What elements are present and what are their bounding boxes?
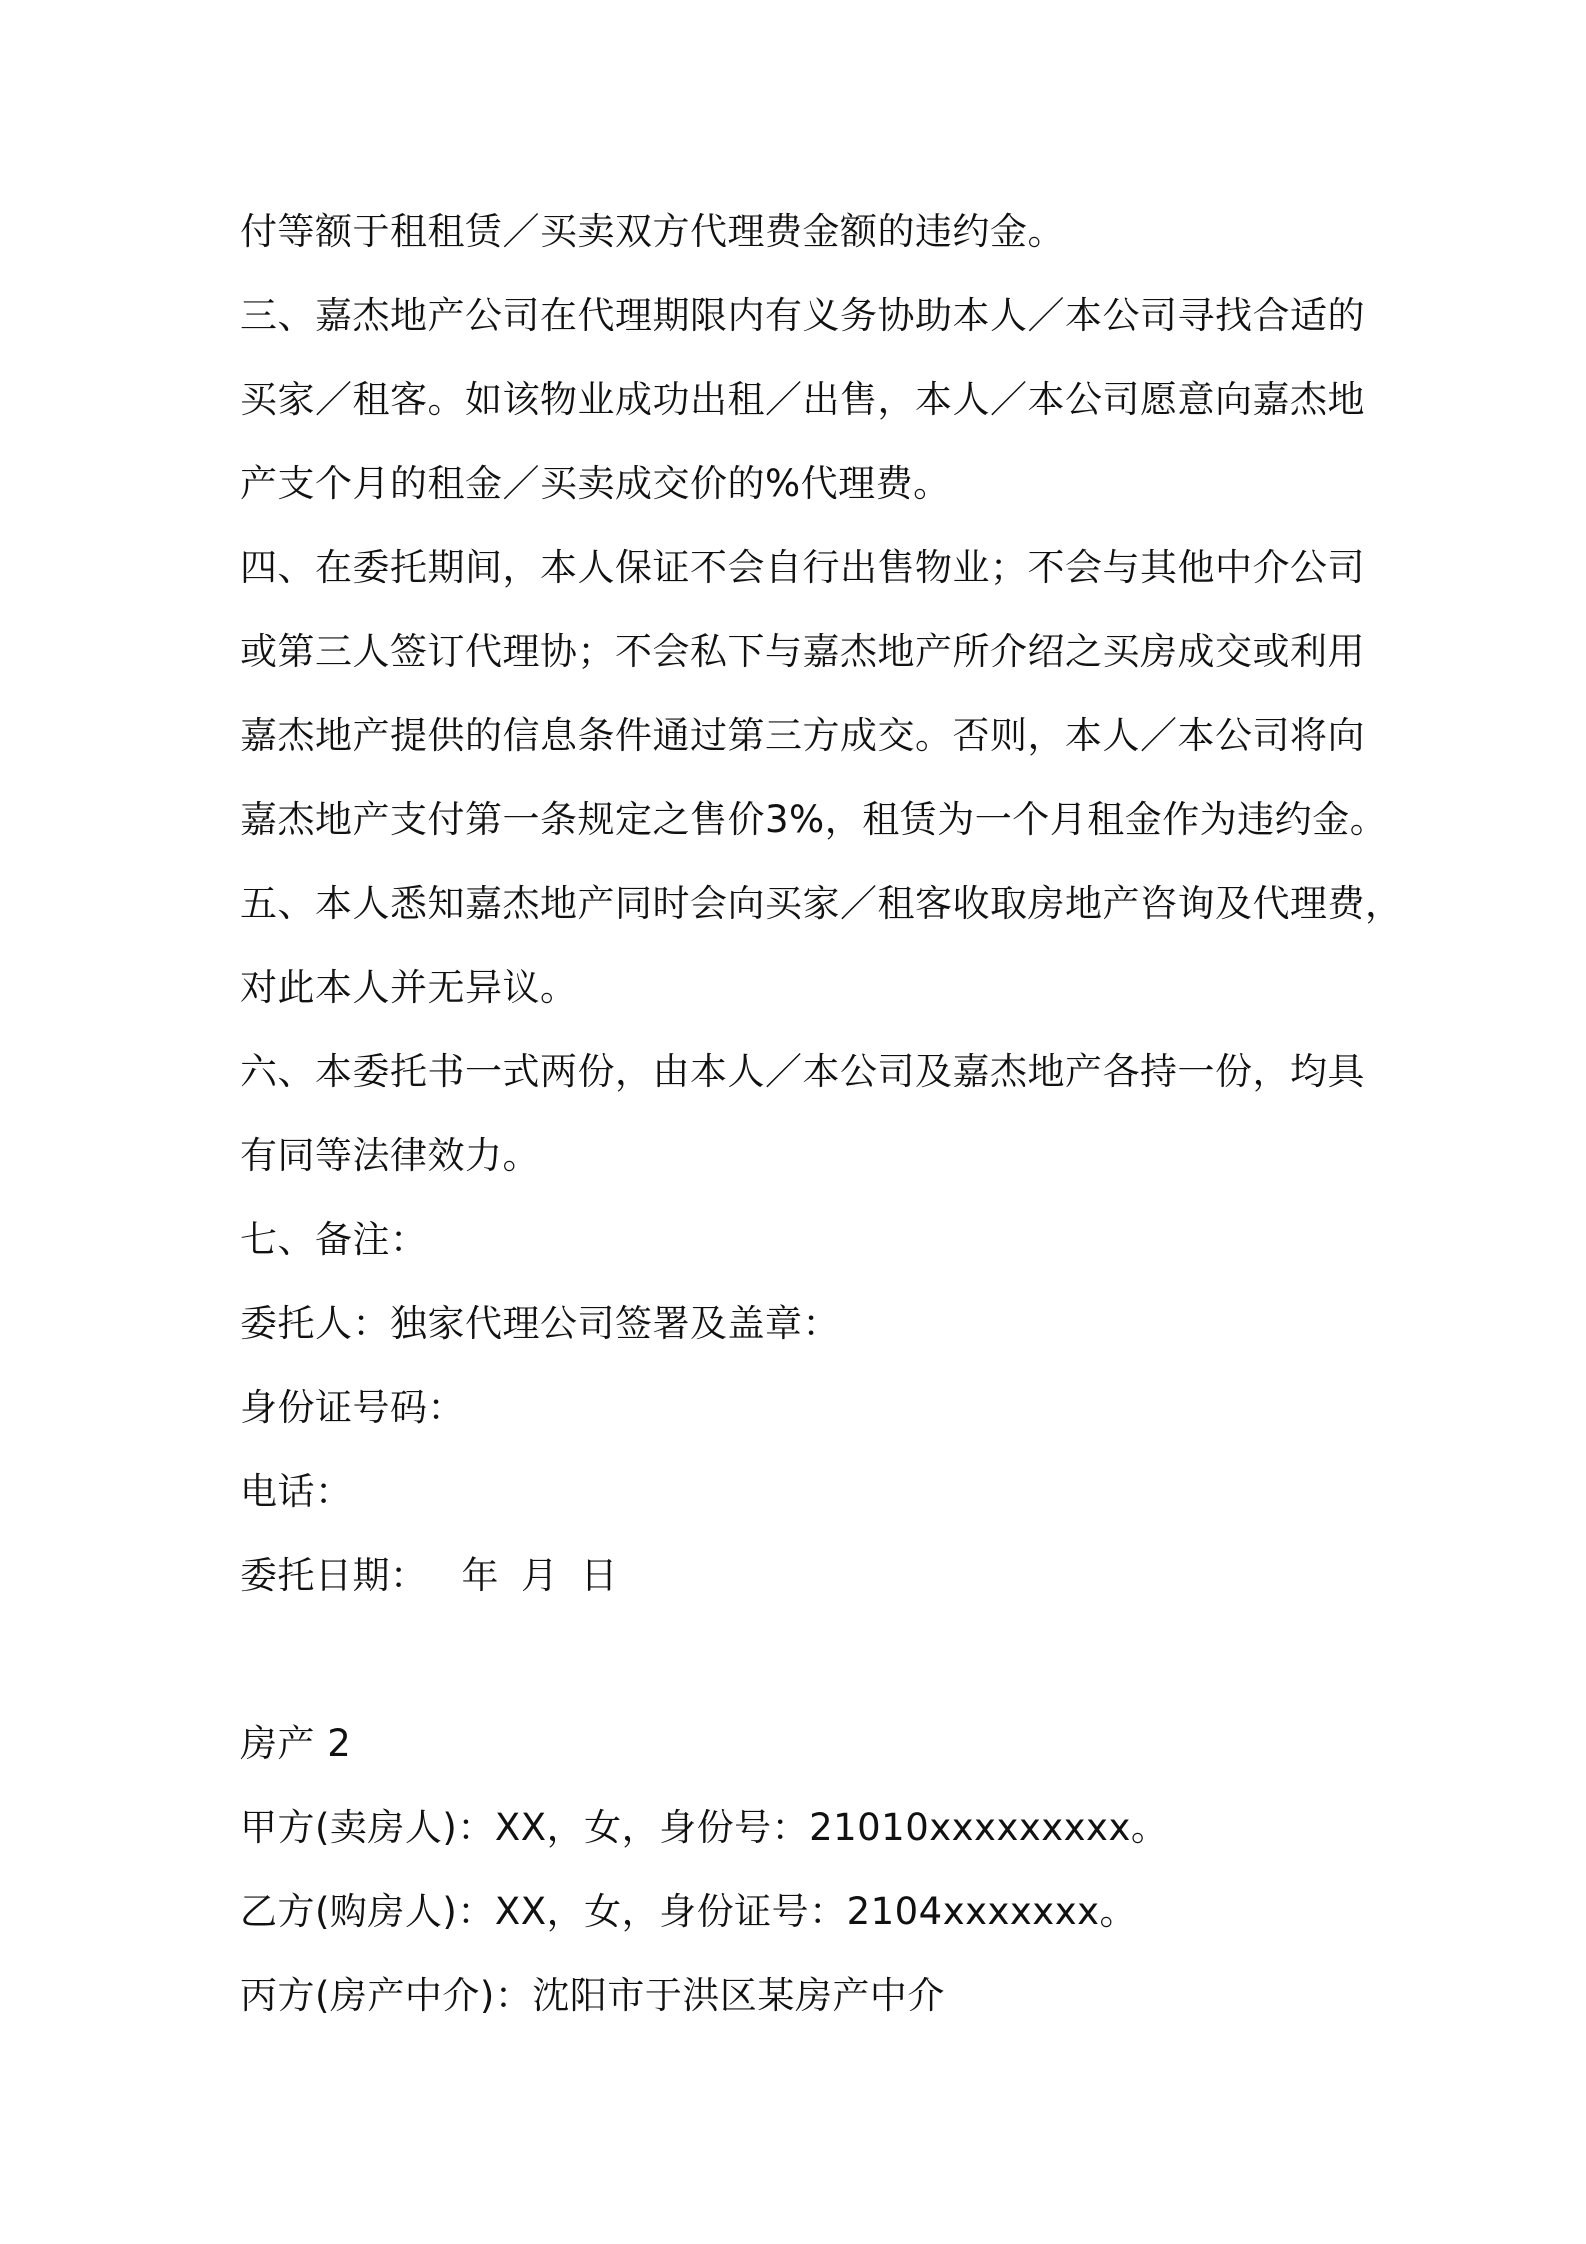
text-line: 有同等法律效力。 (240, 1134, 540, 1177)
remarks-line: 七、备注： (240, 1218, 428, 1261)
text-line: 五、本人悉知嘉杰地产同时会向买家／租客收取房地产咨询及代理费， (240, 882, 1403, 925)
party-c-line: 丙方(房产中介)：沈阳市于洪区某房产中介 (240, 1974, 945, 2017)
date-year: 年 (461, 1554, 499, 1597)
text-line: 付等额于租租赁／买卖双方代理费金额的违约金。 (240, 210, 1065, 253)
date-label: 委托日期： (240, 1554, 428, 1597)
text-line: 或第三人签订代理协；不会私下与嘉杰地产所介绍之买房成交或利用 (240, 630, 1365, 673)
date-day: 日 (580, 1554, 618, 1597)
phone-line: 电话： (240, 1470, 353, 1513)
id-number-line: 身份证号码： (240, 1386, 465, 1429)
text-line: 六、本委托书一式两份，由本人／本公司及嘉杰地产各持一份，均具 (240, 1050, 1365, 1093)
party-a-line: 甲方(卖房人)：XX，女，身份号：21010xxxxxxxxx。 (240, 1806, 1169, 1849)
text-line: 嘉杰地产提供的信息条件通过第三方成交。否则，本人／本公司将向 (240, 714, 1365, 757)
text-line: 买家／租客。如该物业成功出租／出售，本人／本公司愿意向嘉杰地 (240, 378, 1365, 421)
client-signature-line: 委托人：独家代理公司签署及盖章： (240, 1302, 840, 1345)
section-gap (240, 1618, 1370, 1702)
text-line: 三、嘉杰地产公司在代理期限内有义务协助本人／本公司寻找合适的 (240, 294, 1365, 337)
text-line: 嘉杰地产支付第一条规定之售价3%，租赁为一个月租金作为违约金。 (240, 798, 1388, 841)
document-body (240, 190, 1403, 2038)
text-line: 对此本人并无异议。 (240, 966, 578, 1009)
text-line: 四、在委托期间，本人保证不会自行出售物业；不会与其他中介公司 (240, 546, 1365, 589)
commission-date-line (240, 1534, 1370, 1618)
date-month: 月 (521, 1554, 559, 1597)
text-line: 产支个月的租金／买卖成交价的%代理费。 (240, 462, 951, 505)
section-heading: 房产 2 (240, 1722, 352, 1765)
party-b-line: 乙方(购房人)：XX，女，身份证号：2104xxxxxxx。 (240, 1890, 1138, 1933)
